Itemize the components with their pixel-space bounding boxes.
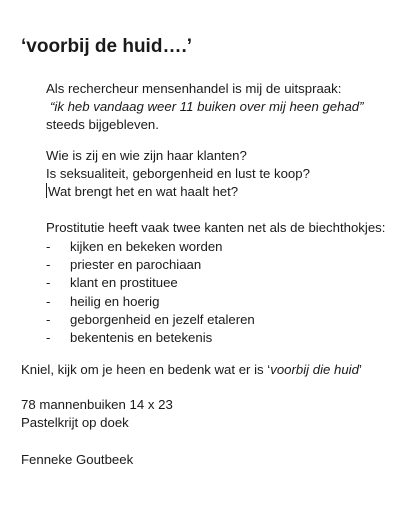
closing-line [21,361,362,379]
closing-italic: voorbij die huid [270,362,359,377]
prostitution-heading: Prostitutie heeft vaak twee kanten net als de biechthokjes: [46,220,386,235]
list-dash: - [46,257,51,273]
text-cursor [46,183,47,198]
list-item-text: priester en parochiaan [70,257,202,273]
artwork-title: 78 mannenbuiken 14 x 23 [21,397,173,412]
artwork-medium: Pastelkrijt op doek [21,415,129,431]
artist-name: Fenneke Goutbeek [21,452,134,467]
list-dash: - [46,239,51,254]
list-item-text: bekentenis en betekenis [70,329,213,345]
intro-line-3: steeds bijgebleven. [46,117,159,133]
list-item-text: kijken en bekeken worden [70,239,223,254]
list-dash: - [46,329,51,345]
question-2: Is seksualiteit, geborgenheid en lust te koop? [46,166,310,182]
list-dash: - [46,293,51,309]
list-dash: - [46,311,51,327]
artwork-info [21,396,173,432]
closing-prefix: Kniel, kijk om je heen en bedenk wat er is ‘ [21,362,271,377]
intro-quote: “ik heb vandaag weer 11 buiken over mij heen gehad” [50,99,364,115]
intro-paragraph [46,80,364,135]
list-item-text: heilig en hoerig [70,293,160,309]
question-3: Wat brengt het en wat haalt het? [48,184,239,200]
list-dash: - [46,275,51,291]
question-1: Wie is zij en wie zijn haar klanten? [46,148,247,163]
intro-line-1: Als rechercheur mensenhandel is mij de uitspraak: [46,81,342,96]
list-item-text: klant en prostituee [70,275,178,291]
question-3-row [46,183,310,201]
questions-paragraph [46,147,310,202]
document-title: ‘voorbij de huid….’ [21,36,192,57]
closing-suffix: ’ [358,362,362,377]
list-item-text: geborgenheid en jezelf etaleren [70,311,255,327]
